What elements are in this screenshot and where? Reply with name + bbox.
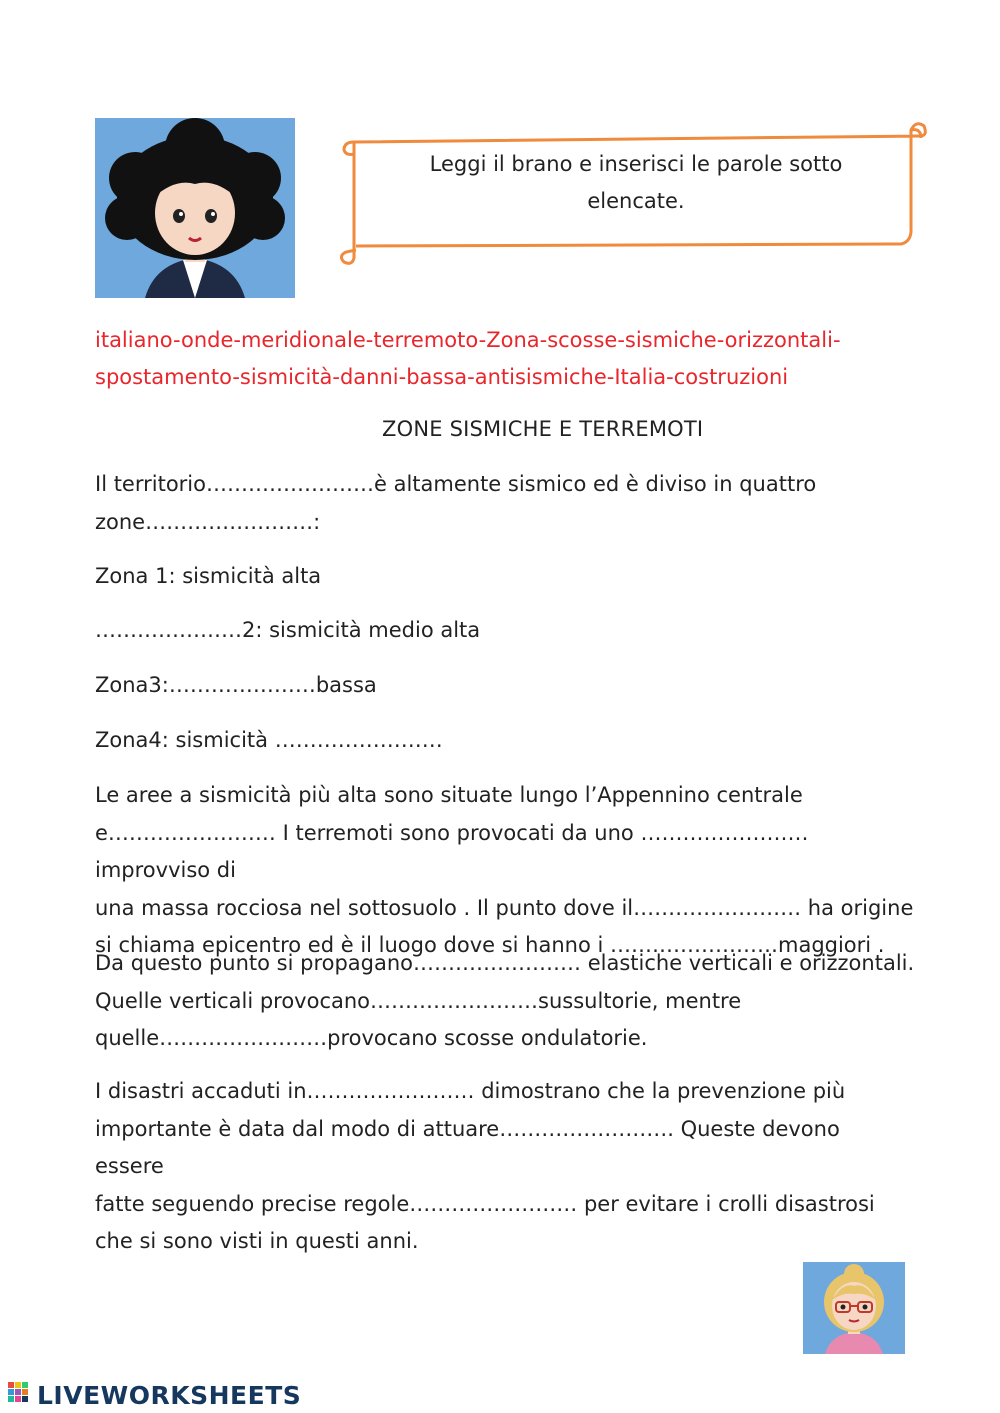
- instruction-line-2: elencate.: [587, 189, 685, 213]
- text-line: Da questo punto si propagano…………………… elastiche verticali e orizzontali.: [95, 951, 915, 975]
- word-bank-line-1: italiano-onde-meridionale-terremoto-Zona-scosse-sismiche-orizzontali-: [95, 328, 841, 352]
- paragraph-areas: [95, 777, 915, 965]
- liveworksheets-brand-text: LIVEWORKSHEETS: [37, 1380, 302, 1410]
- paragraph-disasters: [95, 1073, 915, 1261]
- word-bank: [95, 322, 915, 396]
- zone-3-line: Zona3:…………………bassa: [95, 673, 377, 697]
- teacher-avatar-icon: [95, 118, 295, 298]
- page-title: ZONE SISMICHE E TERREMOTI: [382, 417, 704, 441]
- text-line: fatte seguendo precise regole…………………… per evitare i crolli disastrosi: [95, 1191, 875, 1216]
- liveworksheets-logo[interactable]: [8, 1380, 301, 1410]
- text-line: zone……………………:: [95, 509, 321, 534]
- text-line: importante è data dal modo di attuare……………………. Queste devono essere: [95, 1116, 840, 1178]
- instruction-text: [396, 146, 876, 220]
- text-line: Quelle verticali provocano……………………sussultorie, mentre: [95, 988, 742, 1013]
- zone-1-line: Zona 1: sismicità alta: [95, 564, 322, 588]
- text-line: Il territorio……………………è altamente sismico ed è diviso in quattro: [95, 472, 817, 496]
- zone-2-line: …………………2: sismicità medio alta: [95, 618, 481, 642]
- text-line: e…………………… I terremoti sono provocati da uno ……………………improvviso di: [95, 820, 809, 882]
- instruction-line-1: Leggi il brano e inserisci le parole sotto: [429, 152, 843, 176]
- text-line: Le aree a sismicità più alta sono situate lungo l’Appennino centrale: [95, 783, 803, 807]
- liveworksheets-logo-icon: [8, 1382, 34, 1408]
- teacher-avatar-image: [95, 118, 295, 298]
- text-line: si chiama epicentro ed è il luogo dove si hanno i ……………………maggiori .: [95, 933, 885, 957]
- paragraph-waves: [95, 945, 915, 1058]
- text-line: una massa rocciosa nel sottosuolo . Il punto dove il…………………… ha origine: [95, 895, 914, 920]
- paragraph-territory: [95, 466, 915, 541]
- word-bank-line-2: spostamento-sismicità-danni-bassa-antisismiche-Italia-costruzioni: [95, 365, 789, 389]
- student-avatar-image: [803, 1262, 905, 1354]
- text-line: I disastri accaduti in…………………… dimostrano che la prevenzione più: [95, 1079, 846, 1103]
- zone-4-line: Zona4: sismicità ……………………: [95, 728, 443, 752]
- text-line: che si sono visti in questi anni.: [95, 1229, 419, 1253]
- student-avatar-icon: [803, 1262, 905, 1354]
- instruction-scroll: [336, 120, 930, 268]
- text-line: quelle……………………provocano scosse ondulatorie.: [95, 1026, 648, 1050]
